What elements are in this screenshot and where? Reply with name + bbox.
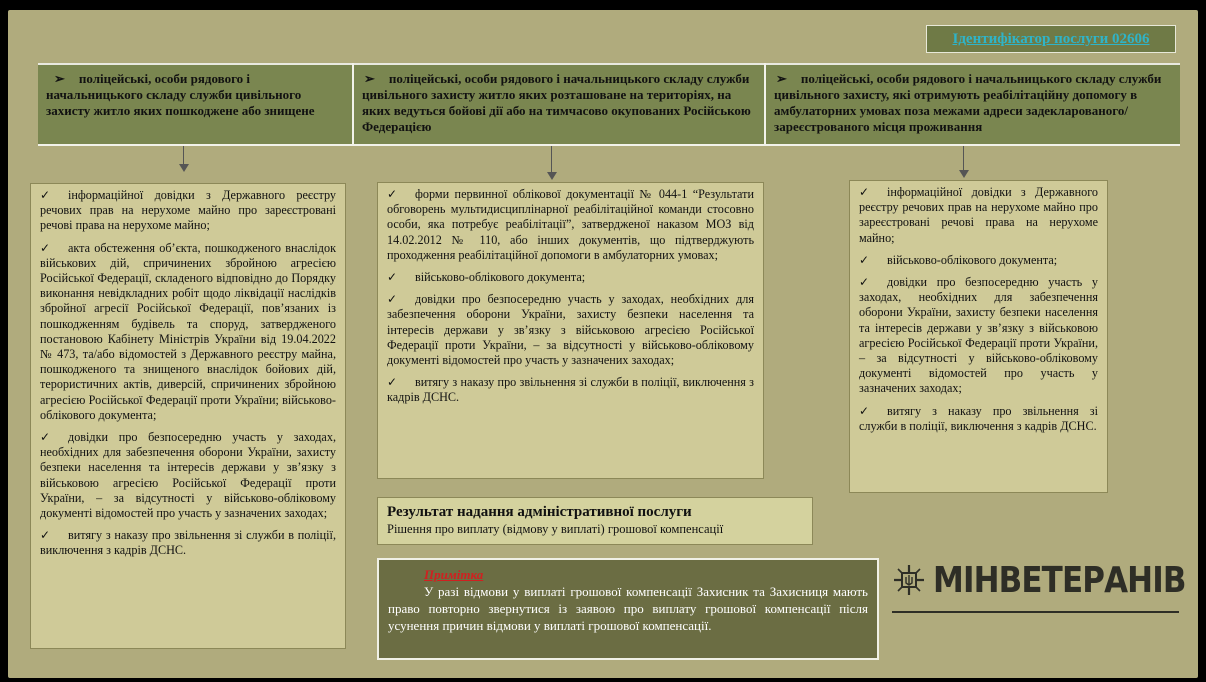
header-divider [764,63,766,145]
logo-underline [892,611,1179,613]
list-item: ✓ форми первинної облікової документації № 044-1 “Результати обговорень мультидисциплінарної реабілітаційної команди стосовно особи, яка потребує реабілітації”, затвердженої наказом МОЗ від 14.02.2012 № 110, або інших документів, що підтверджують проходження реабілітаційної допомоги в амбулаторних умовах; [387,187,754,262]
list-item: ✓ довідки про безпосередню участь у заходах, необхідних для забезпечення оборони України, захисту безпеки населення та інтересів держави у зв’язку з військовою агресією Російської Федерації проти України, – за відсутності у військово-обліковому документі відомостей про участь у зазначених заходах; [40,430,336,521]
service-id-box[interactable] [926,25,1176,53]
result-box [377,497,813,545]
check-icon: ✓ [387,375,398,390]
category-text: поліцейські, особи рядового і начальницького складу служби цивільного захисту, які отримують реабілітаційну допомогу в амбулаторних умовах поза межами адреси задекларованого/зареєстрованого місця проживання [774,71,1162,134]
documents-box-left [30,183,346,649]
check-icon: ✓ [40,528,51,543]
list-item: ✓ військово-облікового документа; [859,252,1058,267]
ministry-emblem-icon [892,563,926,597]
note-title: Примітка [424,567,484,582]
category-header-2 [354,63,764,145]
check-icon: ✓ [40,430,51,445]
check-icon: ✓ [387,270,398,285]
result-text: Рішення про виплату (відмову у виплаті) грошової компенсації [387,522,724,536]
documents-box-middle [377,182,764,479]
check-icon: ✓ [40,240,51,255]
service-id-link[interactable]: Ідентифікатор послуги 02606 [952,31,1150,47]
bullet-icon: ➢ [364,71,375,86]
list-item: ✓ інформаційної довідки з Державного реєстру речових прав на нерухоме майно про зареєстровані речові права на нерухоме майно; [40,188,336,233]
category-text: поліцейські, особи рядового і начальницького складу служби цивільного захисту житло яких розташоване на територіях, на яких ведуться бойові дії або на тимчасово окупованих Російською Федерацією [362,71,751,134]
list-item: ✓ витягу з наказу про звільнення зі служби в поліції, виключення з кадрів ДСНС. [387,375,754,405]
header-underline [38,144,1180,146]
list-item: ✓ витягу з наказу про звільнення зі служби в поліції, виключення з кадрів ДСНС. [40,528,336,558]
logo-wordmark: МІНВЕТЕРАНІВ [933,559,1186,601]
documents-box-right [849,180,1108,493]
list-item: ✓ довідки про безпосередню участь у заходах, необхідних для забезпечення оборони України, захисту безпеки населення та інтересів держави у зв’язку з військовою агресією Російської Федерації проти України, – за відсутності у військово-обліковому документі відомостей про участь у зазначених заходах; [859,275,1098,396]
category-header-1 [38,63,352,145]
note-box [377,558,879,660]
header-divider [352,63,354,145]
check-icon: ✓ [859,403,870,418]
check-icon: ✓ [859,185,870,199]
bullet-icon: ➢ [776,71,787,86]
list-item: ✓ інформаційної довідки з Державного реєстру речових прав на нерухоме майно про зареєстровані речові права на нерухоме майно; [859,185,1098,245]
check-icon: ✓ [387,187,398,201]
category-text: поліцейські, особи рядового і начальницького складу служби цивільного захисту житло яких пошкоджене або знищене [46,71,315,118]
check-icon: ✓ [859,252,870,267]
check-icon: ✓ [387,292,398,307]
ministry-logo [892,560,1206,600]
check-icon: ✓ [40,188,51,202]
check-icon: ✓ [859,275,870,290]
list-item: ✓ витягу з наказу про звільнення зі служби в поліції, виключення з кадрів ДСНС. [859,403,1098,433]
bullet-icon: ➢ [54,71,65,86]
result-title: Результат надання адміністративної послуги [387,504,692,520]
list-item: ✓ довідки про безпосередню участь у заходах, необхідних для забезпечення оборони України, захисту безпеки населення та інтересів держави у зв’язку з військовою агресією Російської Федерації проти України, – за відсутності у військово-обліковому документі відомостей про участь у зазначених заходах; [387,292,754,368]
list-item: ✓ військово-облікового документа; [387,270,586,285]
note-text: У разі відмови у виплаті грошової компенсації Захисник та Захисниця мають право повторно звернутися із заявою про виплату грошової компенсації після усунення причин відмови у виплаті грошової компенсації. [388,584,868,633]
list-item: ✓ акта обстеження об’єкта, пошкодженого внаслідок військових дій, спричинених збройною агресією Російської Федерації, складеного відповідно до Порядку виконання невідкладних робіт щодо ліквідації наслідків збройної агресії Російської Федерації, пов’язаних із пошкодженням будівель та споруд, затвердженого постановою Кабінету Міністрів України від 19.04.2022 № 473, та/або відомостей з Державного реєстру майна, пошкодженого та знищеного внаслідок бойових дій, терористичних актів, диверсій, спричинених збройною агресією Російської Федерації проти України; військово-облікового документа; [40,240,336,422]
category-header-3 [766,63,1180,145]
